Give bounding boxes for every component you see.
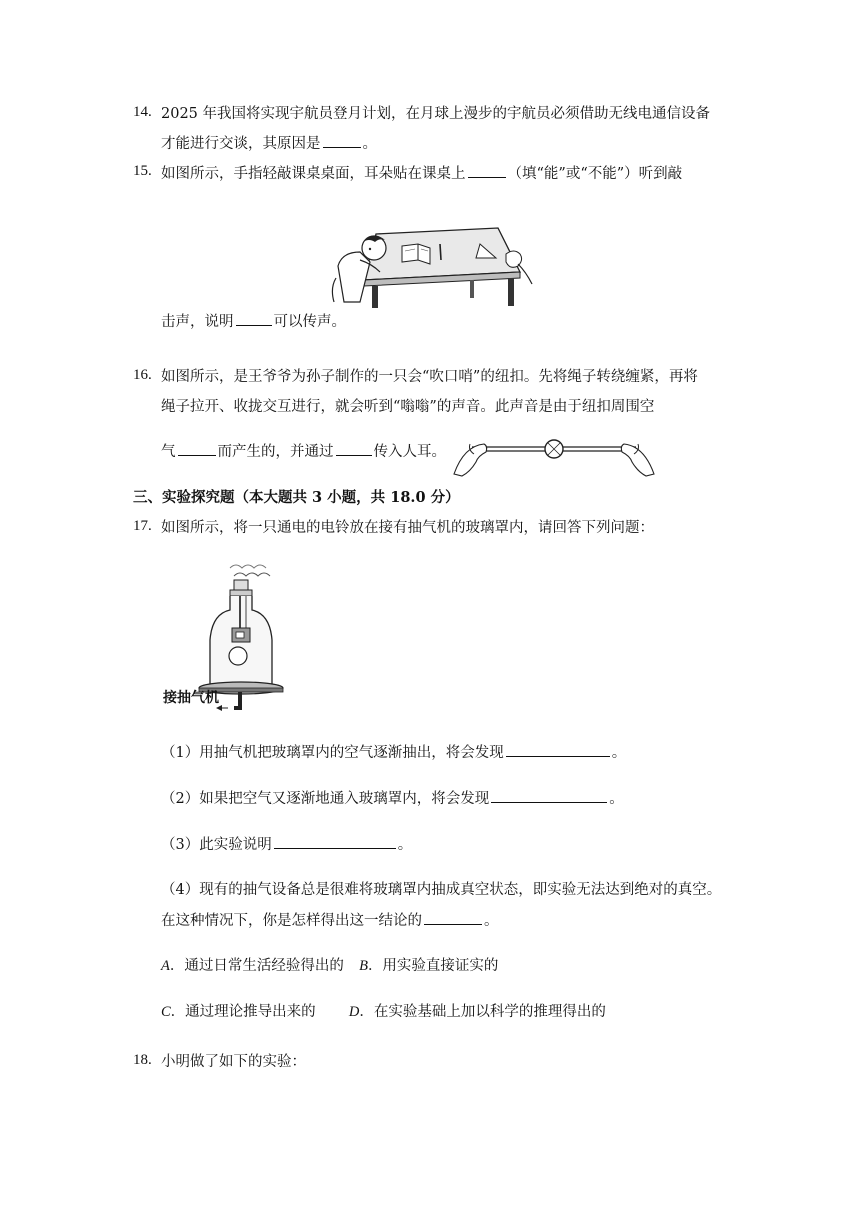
q17-sub4-text-line2-end: 。: [484, 913, 499, 929]
q17-sub2-text-end: 。: [609, 791, 624, 807]
q16-text-line2: 绳子拉开、收拢交互进行，就会听到“嗡嗡”的声音。此声音是由于纽扣周围空: [161, 399, 655, 415]
button-whistle-figure: [450, 428, 658, 480]
option-c-letter: C: [161, 1004, 171, 1020]
q14-answer-blank[interactable]: [323, 133, 361, 148]
option-b-text[interactable]: ．用实验直接证实的: [367, 958, 499, 974]
q17-sub2-text: （2）如果把空气又逐渐地通入玻璃罩内，将会发现: [161, 791, 490, 807]
q14-text-line2: 才能进行交谈，其原因是: [161, 136, 321, 152]
q18-stem: [161, 1052, 306, 1072]
q15-text-line1-end: （填“能”或“不能”）听到敲: [507, 166, 683, 182]
q17-number: 17.: [133, 518, 152, 534]
option-b-letter: B: [359, 958, 368, 974]
q17-sub3-text-end: 。: [397, 837, 413, 853]
section3-heading: 三、实验探究题（本大题共 3 小题，共 18.0 分）: [133, 489, 460, 506]
q17-sub4-answer-blank[interactable]: [424, 910, 482, 925]
q14-line1: [161, 104, 710, 124]
q14-number: 14.: [133, 104, 152, 120]
q16-text-line1: 如图所示，是王爷爷为孙子制作的一只会“吹口哨”的纽扣。先将绳子转绕缠紧，再将: [161, 369, 698, 385]
q16-text-line3: 气: [161, 444, 176, 460]
q17-sub1-answer-blank[interactable]: [506, 742, 610, 757]
q17-options-cd: [161, 1002, 606, 1022]
q16-answer-blank-2[interactable]: [336, 441, 372, 456]
q17-sub2-answer-blank[interactable]: [491, 788, 607, 803]
q18-number: 18.: [133, 1052, 152, 1068]
q16-number: 16.: [133, 367, 152, 383]
q15-text-line2-end: 可以传声。: [273, 314, 346, 330]
q16-line2: [161, 397, 654, 417]
q16-line1: [161, 367, 698, 387]
q17-stem-text: 如图所示，将一只通电的电铃放在接有抽气机的玻璃罩内，请回答下列问题：: [161, 520, 654, 536]
q14-line2: [161, 133, 377, 154]
q17-sub4-text-line2: 在这种情况下，你是怎样得出这一结论的: [161, 913, 422, 929]
q15-number: 15.: [133, 163, 152, 179]
q17-sub4-text-line1: （4）现有的抽气设备总是很难将玻璃罩内抽成真空状态，即实验无法达到绝对的真空。: [161, 882, 722, 898]
q17-sub3-text: （3）此实验说明: [161, 837, 272, 853]
option-d-text[interactable]: ．在实验基础上加以科学的推理得出的: [359, 1004, 606, 1020]
q15-text-line1: 如图所示，手指轻敲课桌桌面，耳朵贴在课桌上: [161, 166, 466, 182]
q15-answer-blank-2[interactable]: [236, 311, 272, 326]
q17-sub4-line2: [161, 910, 499, 931]
q16-answer-blank-1[interactable]: [178, 441, 216, 456]
q17-options-ab: [161, 956, 498, 976]
q14-text-line2-end: 。: [362, 136, 377, 152]
q14-text-line1: 2025 年我国将实现宇航员登月计划，在月球上漫步的宇航员必须借助无线电通信设备: [161, 106, 711, 122]
q17-sub1-text: （1）用抽气机把玻璃罩内的空气逐渐抽出，将会发现: [161, 745, 504, 761]
q18-stem-text: 小明做了如下的实验：: [161, 1054, 306, 1070]
q17-sub2: [161, 788, 624, 809]
q17-sub1-text-end: 。: [611, 745, 627, 761]
q16-line3: [161, 441, 446, 462]
q15-text-line2: 击声，说明: [161, 314, 234, 330]
q16-text-line3-end: 传入人耳。: [373, 444, 446, 460]
q17-sub4-line1: [161, 880, 721, 900]
q17-sub3: [161, 834, 412, 855]
option-c-text[interactable]: ．通过理论推导出来的: [170, 1004, 316, 1020]
q16-text-line3-mid: 而产生的，并通过: [217, 444, 334, 460]
option-a-text[interactable]: ．通过日常生活经验得出的: [169, 958, 344, 974]
option-d-letter: D: [348, 1004, 360, 1020]
q15-line2: [161, 311, 346, 332]
option-a-letter: A: [161, 958, 170, 974]
q17-stem: [161, 518, 654, 538]
q15-line1: [161, 163, 682, 184]
q15-answer-blank-1[interactable]: [468, 163, 506, 178]
q17-sub3-answer-blank[interactable]: [274, 834, 396, 849]
bell-jar-figure-label: 接抽气机: [163, 690, 219, 706]
desk-listening-figure: [330, 218, 540, 310]
q17-sub1: [161, 742, 626, 763]
